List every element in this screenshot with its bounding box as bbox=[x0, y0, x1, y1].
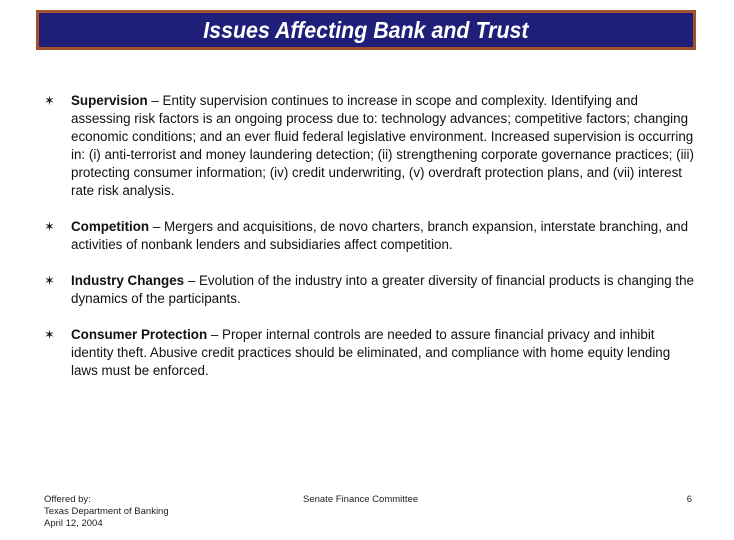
bullet-text: – Evolution of the industry into a greater diversity of financial products is changing the dynamics of the participants. bbox=[71, 273, 694, 306]
footer-attribution bbox=[44, 494, 169, 530]
bullet-item-consumer-protection bbox=[44, 326, 694, 380]
bullet-heading: Industry Changes bbox=[71, 273, 185, 288]
bullet-item-competition bbox=[44, 218, 694, 254]
star-bullet-icon: ✶ bbox=[44, 327, 55, 342]
bullet-list bbox=[44, 92, 694, 398]
bullet-text: – Mergers and acquisitions, de novo charters, branch expansion, interstate branching, and activities of nonbank lenders and subsidiaries affect competition. bbox=[71, 219, 689, 252]
bullet-body bbox=[71, 272, 694, 308]
bullet-text: – Proper internal controls are needed to assure financial privacy and inhibit identity theft. Abusive credit practices should be eliminated, and compliance with home equity lending laws must be enforced. bbox=[71, 327, 671, 378]
star-bullet-icon: ✶ bbox=[44, 273, 55, 288]
bullet-item-supervision bbox=[44, 92, 694, 200]
footer-organization: Texas Department of Banking bbox=[44, 506, 169, 517]
bullet-body bbox=[71, 92, 694, 200]
footer-date: April 12, 2004 bbox=[44, 518, 103, 529]
page-number: 6 bbox=[686, 494, 692, 505]
bullet-heading: Supervision bbox=[71, 93, 148, 108]
bullet-body bbox=[71, 326, 694, 380]
footer-offered-by: Offered by: bbox=[44, 494, 91, 505]
bullet-body bbox=[71, 218, 694, 254]
star-bullet-icon: ✶ bbox=[44, 93, 55, 108]
title-banner bbox=[36, 10, 696, 50]
bullet-heading: Consumer Protection bbox=[71, 327, 208, 342]
bullet-item-industry-changes bbox=[44, 272, 694, 308]
footer-committee: Senate Finance Committee bbox=[303, 494, 419, 505]
slide-title: Issues Affecting Bank and Trust bbox=[203, 16, 529, 43]
star-bullet-icon: ✶ bbox=[44, 219, 55, 234]
bullet-text: – Entity supervision continues to increase in scope and complexity. Identifying and assessing risk factors is an ongoing process due to: technology advances; competitive factors; changing economic conditions; and an ever fluid federal legislative environment. Increased supervision is occurring in: (i) anti-terrorist and money laundering detection; (ii) strengthening corporate governance practices; (iii) protecting consumer information; (iv) credit underwriting, (v) overdraft protection plans, and (vii) interest rate risk analysis. bbox=[71, 93, 694, 198]
bullet-heading: Competition bbox=[71, 219, 150, 234]
